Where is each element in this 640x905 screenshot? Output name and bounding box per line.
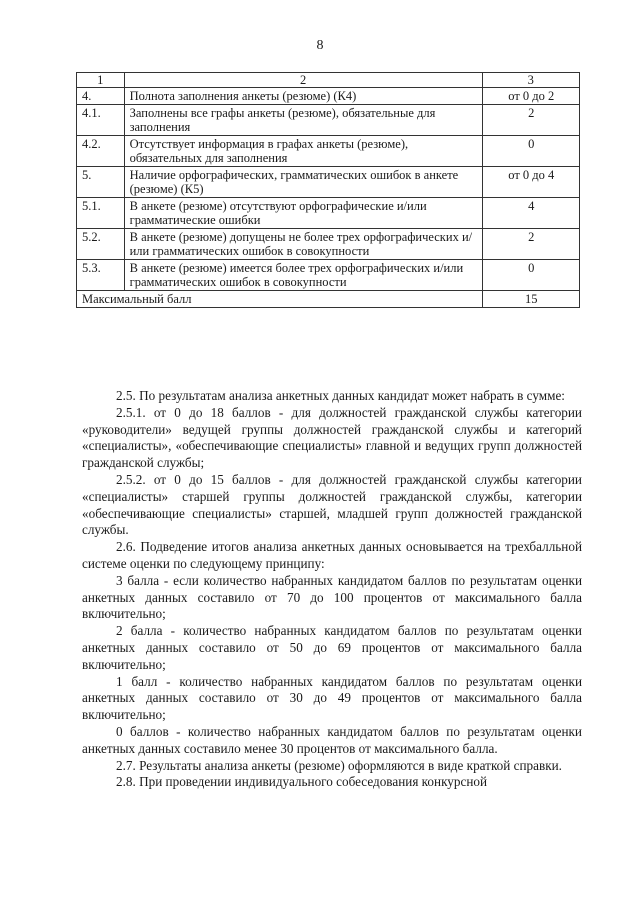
row-score: 0 — [482, 136, 579, 167]
paragraph: 2.5.2. от 0 до 15 баллов - для должностей гражданской службы категории «специалисты» старшей группы должностей гражданской службы, категории «обеспечивающие специалисты» старшей, младшей групп должностей гражданской службы. — [82, 471, 582, 538]
header-cell-score: 3 — [482, 73, 579, 88]
row-number: 5.2. — [77, 229, 125, 260]
table-row — [77, 88, 580, 105]
paragraph: 0 баллов - количество набранных кандидатом баллов по результатам оценки анкетных данных составило менее 30 процентов от максимального балла. — [82, 723, 582, 756]
table-row — [77, 136, 580, 167]
scoring-table — [76, 72, 580, 308]
header-cell-number: 1 — [77, 73, 125, 88]
row-number: 4. — [77, 88, 125, 105]
row-number: 5.3. — [77, 260, 125, 291]
table-row — [77, 105, 580, 136]
paragraph: 2 балла - количество набранных кандидатом баллов по результатам оценки анкетных данных составило от 50 до 69 процентов от максимального балла включительно; — [82, 623, 582, 672]
paragraph: 2.6. Подведение итогов анализа анкетных данных основывается на трехбалльной системе оценки по следующему принципу: — [82, 539, 582, 571]
table-row — [77, 260, 580, 291]
row-score: от 0 до 2 — [482, 88, 579, 105]
paragraph: 2.8. При проведении индивидуального собеседования конкурсной — [116, 774, 488, 790]
row-criterion: В анкете (резюме) имеется более трех орфографических и/или грамматических ошибок в совокупности — [124, 260, 482, 291]
row-criterion: В анкете (резюме) отсутствуют орфографические и/или грамматические ошибки — [124, 198, 482, 229]
paragraph: 2.5.1. от 0 до 18 баллов - для должностей гражданской службы категории «руководители» ведущей группы должностей гражданской службы и категорий «специалисты», «обеспечивающие специалисты» главной и ведущих групп должностей гражданской службы; — [82, 404, 582, 471]
page-number: 8 — [316, 38, 324, 53]
body-text — [82, 388, 582, 791]
row-criterion: Полнота заполнения анкеты (резюме) (К4) — [124, 88, 482, 105]
paragraph: 2.7. Результаты анализа анкеты (резюме) оформляются в виде краткой справки. — [116, 757, 562, 773]
header-cell-criterion: 2 — [124, 73, 482, 88]
row-score: от 0 до 4 — [482, 167, 579, 198]
row-number: 4.2. — [77, 136, 125, 167]
row-score: 2 — [482, 105, 579, 136]
row-criterion: Заполнены все графы анкеты (резюме), обязательные для заполнения — [124, 105, 482, 136]
row-number: 5.1. — [77, 198, 125, 229]
row-number: 5. — [77, 167, 125, 198]
row-number: 4.1. — [77, 105, 125, 136]
paragraph: 1 балл - количество набранных кандидатом баллов по результатам оценки анкетных данных составило от 30 до 49 процентов от максимального балла включительно; — [82, 673, 582, 723]
row-criterion: Наличие орфографических, грамматических ошибок в анкете (резюме) (К5) — [124, 167, 482, 198]
paragraph: 3 балла - если количество набранных кандидатом баллов по результатам оценки анкетных данных составило от 70 до 100 процентов от максимального балла включительно; — [82, 572, 582, 622]
table-total-row — [77, 291, 580, 308]
row-score: 2 — [482, 229, 579, 260]
total-label: Максимальный балл — [77, 291, 483, 308]
row-score: 4 — [482, 198, 579, 229]
total-value: 15 — [482, 291, 579, 308]
table-row — [77, 229, 580, 260]
row-criterion: В анкете (резюме) допущены не более трех орфографических и/или грамматических ошибок в совокупности — [124, 229, 482, 260]
row-criterion: Отсутствует информация в графах анкеты (резюме), обязательных для заполнения — [124, 136, 482, 167]
table-row — [77, 167, 580, 198]
paragraph: 2.5. По результатам анализа анкетных данных кандидат может набрать в сумме: — [116, 388, 565, 403]
row-score: 0 — [482, 260, 579, 291]
table-header-row — [77, 73, 580, 88]
table-row — [77, 198, 580, 229]
